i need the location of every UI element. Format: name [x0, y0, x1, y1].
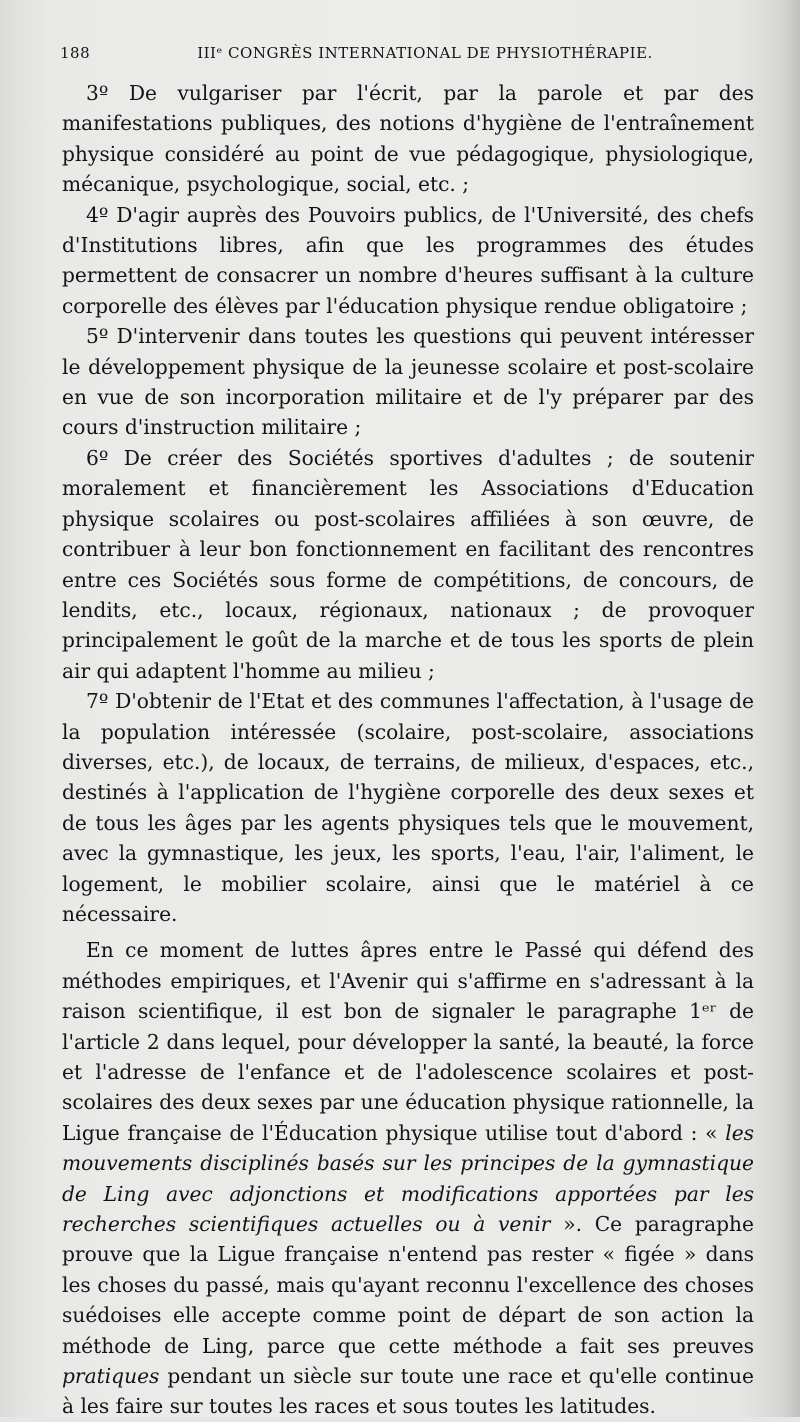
paragraph-item-3: 3º De vulgariser par l'écrit, par la parole et par des manifestations publiques, des notions d'hygiène de l'entraînement physique considéré au point de vue pédagogique, physiologique, mécanique, psychologique, social, etc. ; [62, 81, 754, 197]
paragraph-item-7: 7º D'obtenir de l'Etat et des communes l'affectation, à l'usage de la population intéressée (scolaire, post-scolaire, associations diverses, etc.), de locaux, de terrains, de milieux, d'espaces, etc., destinés à l'application de l'hygiène corporelle des deux sexes et de tous les âges par les agents physiques tels que le mouvement, avec la gymnastique, les jeux, les sports, l'eau, l'air, l'aliment, le logement, le mobilier scolaire, ainsi que le matériel à ce nécessaire. [62, 689, 754, 926]
paragraph-item-4: 4º D'agir auprès des Pouvoirs publics, de l'Université, des chefs d'Institutions libres, afin que les programmes des études permettent de consacrer un nombre d'heures suffisant à la culture corporelle des élèves par l'éducation physique rendue obligatoire ; [62, 202, 754, 318]
emphasis-pratiques: pratiques [62, 1364, 160, 1389]
page-header [60, 44, 750, 68]
body-text [62, 78, 754, 1422]
page-number: 188 [60, 44, 91, 62]
paragraph-item-5: 5º D'intervenir dans toutes les questions qui peuvent intéresser le développement physique de la jeunesse scolaire et post-scolaire en vue de son incorporation militaire et de l'y préparer par des cours d'instruction militaire ; [62, 324, 754, 440]
paragraph-conclusion [62, 935, 754, 1422]
page-edge-shadow [782, 0, 800, 1417]
paragraph-item-6: 6º De créer des Sociétés sportives d'adultes ; de soutenir moralement et financièrement les Associations d'Education physique scolaires ou post-scolaires affiliées à son œuvre, de contribuer à leur bon fonctionnement en facilitant des rencontres entre ces Sociétés sous forme de compétitions, de concours, de lendits, etc., locaux, régionaux, nationaux ; de provoquer principalement le goût de la marche et de tous les sports de plein air qui adaptent l'homme au milieu ; [62, 445, 754, 683]
conclusion-text-3: pendant un siècle sur toute une race et qu'elle continue à les faire sur toutes les races et sous toutes les latitudes. [62, 1364, 754, 1419]
conclusion-text-2: ». Ce paragraphe prouve que la Ligue française n'entend pas rester « figée » dans les choses du passé, mais qu'ayant reconnu l'excellence des choses suédoises elle accepte comme point de départ de son action la méthode de Ling, parce que cette méthode a fait ses preuves [62, 1212, 754, 1358]
conclusion-text-1: En ce moment de luttes âpres entre le Passé qui défend des méthodes empiriques, et l'Avenir qui s'affirme en s'adressant à la raison scientifique, il est bon de signaler le paragraphe 1ᵉʳ de l'article 2 dans lequel, pour développer la santé, la beauté, la force et l'adresse de l'enfance et de l'adolescence scolaires et post-scolaires des deux sexes par une éducation physique rationnelle, la Ligue française de l'Éducation physique utilise tout d'abord : « [62, 938, 754, 1145]
running-title: IIIᵉ CONGRÈS INTERNATIONAL DE PHYSIOTHÉRAPIE. [197, 44, 653, 62]
quoted-article-text: les mouvements disciplinés basés sur les principes de la gymnastique de Ling avec adjonctions et modifications apportées par les recherches scientifiques actuelles ou à venir [62, 1120, 754, 1237]
